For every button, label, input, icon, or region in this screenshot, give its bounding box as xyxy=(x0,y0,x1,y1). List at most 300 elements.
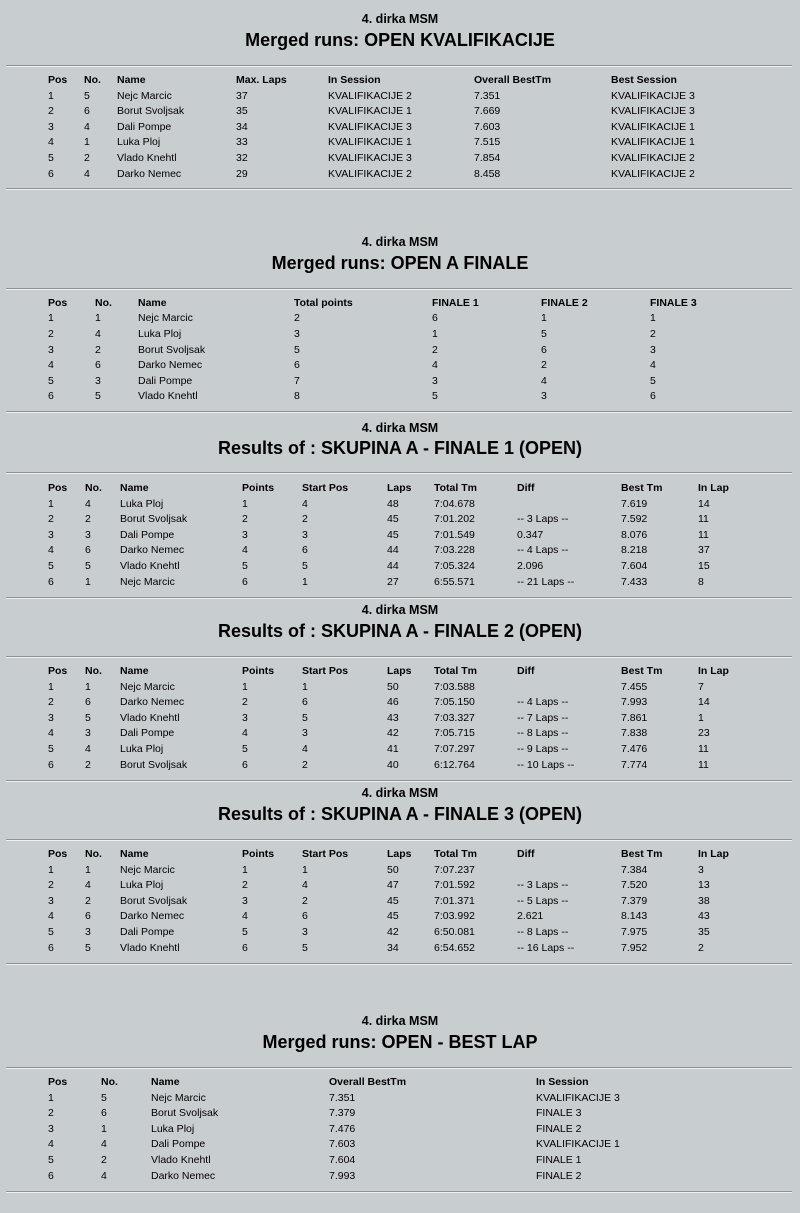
column-header: Laps xyxy=(387,482,412,494)
table-cell: 3 xyxy=(541,390,547,403)
table-cell: 7:05.715 xyxy=(434,727,475,740)
table-cell: Borut Svoljsak xyxy=(120,758,188,771)
section-title: Results of : SKUPINA A - FINALE 2 (OPEN) xyxy=(217,621,583,641)
column-header: Start Pos xyxy=(302,482,349,494)
table-row xyxy=(0,894,800,910)
column-header: Total Tm xyxy=(434,482,477,494)
table-cell: 3 xyxy=(85,727,91,740)
table-cell: 6 xyxy=(48,758,54,771)
table-cell: 3 xyxy=(302,926,308,938)
table-cell: 7.952 xyxy=(621,941,648,954)
table-cell: Luka Ploj xyxy=(117,136,161,149)
table-cell: 6 xyxy=(242,758,248,771)
table-cell: 2 xyxy=(242,696,248,709)
table-cell: 3 xyxy=(302,528,308,541)
table-cell: -- 9 Laps -- xyxy=(517,743,569,755)
column-header: Pos xyxy=(48,297,68,309)
table-cell: Nejc Marcic xyxy=(120,863,175,876)
table-cell: 5 xyxy=(48,926,54,938)
table-cell: 33 xyxy=(236,136,248,149)
table-cell: 6 xyxy=(101,1107,107,1120)
table-cell: 6 xyxy=(48,390,54,403)
table-cell: Vlado Knehtl xyxy=(151,1154,211,1166)
table-cell: Dali Pompe xyxy=(151,1138,206,1151)
column-header: Pos xyxy=(48,482,68,494)
table-cell: 45 xyxy=(387,894,399,907)
table-cell: 4 xyxy=(101,1138,107,1151)
table-cell: 7.476 xyxy=(329,1122,356,1135)
table-cell: 7.975 xyxy=(621,926,648,938)
table-cell: 6 xyxy=(432,312,438,325)
table-cell: 7:03.228 xyxy=(434,544,475,557)
table-row xyxy=(0,528,800,544)
table-cell: 13 xyxy=(698,879,710,892)
table-cell: 7.838 xyxy=(621,727,648,740)
column-header: Total Tm xyxy=(434,848,477,860)
divider xyxy=(6,411,792,413)
table-cell: KVALIFIKACIJE 2 xyxy=(328,167,412,180)
table-cell: 7:07.297 xyxy=(434,743,475,755)
table-cell: 2 xyxy=(650,328,656,340)
table-cell: 42 xyxy=(387,727,399,740)
column-header: Best Tm xyxy=(621,665,663,677)
table-cell: 6 xyxy=(294,359,300,372)
table-cell: 3 xyxy=(698,863,704,876)
table-header xyxy=(0,296,800,312)
table-row xyxy=(0,941,800,957)
table-row xyxy=(0,680,800,696)
table-cell: 7:01.549 xyxy=(434,528,475,541)
section-title: Merged runs: OPEN A FINALE xyxy=(271,253,529,273)
column-header: Points xyxy=(242,482,275,494)
table-cell: 7.379 xyxy=(329,1107,356,1120)
column-header: In Lap xyxy=(698,665,729,677)
table-cell: 15 xyxy=(698,560,710,572)
table-cell: Vlado Knehtl xyxy=(120,941,180,954)
table-row xyxy=(0,512,800,528)
table-cell: 2 xyxy=(48,328,54,340)
table-cell: 1 xyxy=(302,680,308,693)
table-cell: 38 xyxy=(698,894,710,907)
column-header: No. xyxy=(95,297,112,309)
table-cell: FINALE 1 xyxy=(536,1154,582,1166)
table-cell: Luka Ploj xyxy=(138,328,182,340)
table-cell: 6 xyxy=(302,544,308,557)
table-cell: 3 xyxy=(85,926,91,938)
table-cell: 1 xyxy=(85,863,91,876)
table-cell: 6 xyxy=(48,575,54,588)
event-title: 4. dirka MSM xyxy=(361,12,439,26)
table-cell: 8.076 xyxy=(621,528,648,541)
table-cell: Nejc Marcic xyxy=(120,575,175,588)
table-cell: 50 xyxy=(387,863,399,876)
table-cell: KVALIFIKACIJE 2 xyxy=(328,89,412,102)
table-cell: 35 xyxy=(236,105,248,118)
table-cell: 1 xyxy=(48,1091,54,1104)
table-cell: 5 xyxy=(302,711,308,724)
table-cell: 0.347 xyxy=(517,528,544,541)
table-cell: 7.854 xyxy=(474,152,501,164)
divider xyxy=(6,188,792,190)
divider xyxy=(6,963,792,965)
divider xyxy=(6,65,792,67)
table-cell: 48 xyxy=(387,497,399,510)
table-cell: 3 xyxy=(302,727,308,740)
table-cell: 3 xyxy=(48,894,54,907)
table-cell: 6:12.764 xyxy=(434,758,475,771)
table-cell: 29 xyxy=(236,167,248,180)
table-cell: 1 xyxy=(302,575,308,588)
table-cell: 1 xyxy=(48,680,54,693)
table-cell: 1 xyxy=(242,680,248,693)
table-cell: KVALIFIKACIJE 3 xyxy=(328,120,412,133)
column-header: Pos xyxy=(48,848,68,860)
table-cell: 27 xyxy=(387,575,399,588)
table-cell: 46 xyxy=(387,696,399,709)
table-cell: 1 xyxy=(85,680,91,693)
table-cell: 14 xyxy=(698,696,710,709)
table-cell: Dali Pompe xyxy=(117,120,172,133)
table-cell: Luka Ploj xyxy=(120,879,164,892)
column-header: Diff xyxy=(517,482,535,494)
event-title: 4. dirka MSM xyxy=(361,603,439,617)
table-cell: 6 xyxy=(85,544,91,557)
table-cell: 2 xyxy=(698,941,704,954)
table-cell: Borut Svoljsak xyxy=(138,343,206,356)
table-cell: FINALE 3 xyxy=(536,1107,582,1120)
column-header: Total points xyxy=(294,297,353,309)
table-cell: 4 xyxy=(85,879,91,892)
table-cell: 5 xyxy=(85,560,91,572)
table-cell: 4 xyxy=(242,544,248,557)
column-header: In Session xyxy=(328,74,381,86)
table-cell: 3 xyxy=(48,1122,54,1135)
table-cell: 45 xyxy=(387,910,399,923)
table-cell: 6 xyxy=(48,1169,54,1182)
table-cell: 1 xyxy=(541,312,547,325)
table-row xyxy=(0,695,800,711)
table-cell: 11 xyxy=(698,528,709,541)
column-header: Best Session xyxy=(611,74,677,86)
table-cell: Borut Svoljsak xyxy=(151,1107,219,1120)
table-row xyxy=(0,343,800,359)
column-header: No. xyxy=(84,74,101,86)
column-header: Laps xyxy=(387,848,412,860)
table-row xyxy=(0,1137,800,1153)
table-cell: 4 xyxy=(48,727,54,740)
section-title: Merged runs: OPEN KVALIFIKACIJE xyxy=(245,30,555,50)
table-cell: KVALIFIKACIJE 3 xyxy=(611,105,695,118)
table-cell: Vlado Knehtl xyxy=(120,560,180,572)
table-cell: 5 xyxy=(242,560,248,572)
table-cell: 4 xyxy=(541,374,547,387)
table-cell: 7.455 xyxy=(621,680,648,693)
table-cell: 41 xyxy=(387,743,399,755)
table-cell: 6 xyxy=(650,390,656,403)
table-cell: 3 xyxy=(48,343,54,356)
table-cell: -- 21 Laps -- xyxy=(517,575,575,588)
table-cell: 5 xyxy=(48,152,54,164)
column-header: Diff xyxy=(517,848,535,860)
table-cell: 4 xyxy=(48,136,54,149)
table-cell: 7:03.588 xyxy=(434,680,475,693)
table-row xyxy=(0,925,800,941)
table-cell: 1 xyxy=(85,575,91,588)
table-cell: 4 xyxy=(302,743,308,755)
table-cell: 5 xyxy=(302,941,308,954)
table-cell: -- 8 Laps -- xyxy=(517,926,569,938)
table-cell: 7:03.327 xyxy=(434,711,475,724)
table-cell: 3 xyxy=(242,894,248,907)
column-header: Laps xyxy=(387,665,412,677)
table-cell: 1 xyxy=(242,497,248,510)
table-cell: 2 xyxy=(95,343,101,356)
column-header: FINALE 1 xyxy=(432,297,479,309)
column-header: In Lap xyxy=(698,482,729,494)
table-cell: 2 xyxy=(302,513,308,526)
table-cell: 2 xyxy=(85,758,91,771)
table-cell: 2 xyxy=(48,696,54,709)
column-header: Overall BestTm xyxy=(474,74,552,86)
table-cell: 3 xyxy=(242,528,248,541)
table-cell: 5 xyxy=(541,328,547,340)
section-title: Results of : SKUPINA A - FINALE 3 (OPEN) xyxy=(217,804,583,824)
table-cell: 3 xyxy=(48,120,54,133)
table-row xyxy=(0,135,800,151)
table-cell: 43 xyxy=(698,910,710,923)
table-header xyxy=(0,664,800,680)
divider xyxy=(6,472,792,474)
column-header: Best Tm xyxy=(621,482,663,494)
column-header: Name xyxy=(151,1076,180,1088)
table-cell: Dali Pompe xyxy=(120,926,175,938)
table-cell: 7 xyxy=(294,374,300,387)
column-header: Overall BestTm xyxy=(329,1076,407,1088)
table-cell: 47 xyxy=(387,879,399,892)
table-cell: 2 xyxy=(85,894,91,907)
divider xyxy=(6,1067,792,1069)
table-cell: -- 10 Laps -- xyxy=(517,758,575,771)
table-cell: 3 xyxy=(85,528,91,541)
table-cell: 6 xyxy=(85,696,91,709)
table-cell: 4 xyxy=(48,359,54,372)
table-cell: 7:01.202 xyxy=(434,513,475,526)
table-row xyxy=(0,311,800,327)
table-cell: 7.619 xyxy=(621,497,648,510)
table-cell: 7 xyxy=(698,680,704,693)
table-cell: KVALIFIKACIJE 1 xyxy=(611,120,695,133)
table-cell: 42 xyxy=(387,926,399,938)
table-cell: -- 4 Laps -- xyxy=(517,544,569,557)
table-cell: 8.218 xyxy=(621,544,648,557)
table-cell: Nejc Marcic xyxy=(117,89,172,102)
table-cell: 1 xyxy=(48,89,54,102)
table-cell: 5 xyxy=(48,743,54,755)
column-header: FINALE 2 xyxy=(541,297,588,309)
column-header: Name xyxy=(120,482,149,494)
table-cell: 7.351 xyxy=(329,1091,356,1104)
table-cell: 8.458 xyxy=(474,167,501,180)
table-cell: 7:01.371 xyxy=(434,894,475,907)
table-cell: 4 xyxy=(242,910,248,923)
table-cell: 1 xyxy=(48,863,54,876)
table-row xyxy=(0,863,800,879)
table-cell: 2 xyxy=(541,359,547,372)
table-cell: Darko Nemec xyxy=(120,544,185,557)
table-row xyxy=(0,104,800,120)
table-header xyxy=(0,481,800,497)
table-cell: 40 xyxy=(387,758,399,771)
table-cell: 7:05.150 xyxy=(434,696,475,709)
table-cell: 1 xyxy=(48,312,54,325)
table-cell: Dali Pompe xyxy=(120,727,175,740)
divider xyxy=(6,597,792,599)
table-cell: 7.351 xyxy=(474,89,501,102)
table-cell: 43 xyxy=(387,711,399,724)
column-header: Pos xyxy=(48,665,68,677)
table-cell: 7.476 xyxy=(621,743,648,755)
table-cell: KVALIFIKACIJE 3 xyxy=(328,152,412,164)
column-header: Pos xyxy=(48,1076,68,1088)
table-row xyxy=(0,358,800,374)
table-cell: 7.861 xyxy=(621,711,648,724)
table-cell: 7:01.592 xyxy=(434,879,475,892)
table-row xyxy=(0,389,800,405)
table-cell: 6 xyxy=(95,359,101,372)
table-row xyxy=(0,374,800,390)
table-row xyxy=(0,742,800,758)
table-cell: 2 xyxy=(48,105,54,118)
table-cell: 5 xyxy=(48,374,54,387)
table-row xyxy=(0,1153,800,1169)
column-header: In Session xyxy=(536,1076,589,1088)
table-row xyxy=(0,1122,800,1138)
table-row xyxy=(0,151,800,167)
column-header: Best Tm xyxy=(621,848,663,860)
table-cell: KVALIFIKACIJE 3 xyxy=(536,1091,620,1104)
table-row xyxy=(0,575,800,591)
table-cell: FINALE 2 xyxy=(536,1169,582,1182)
event-title: 4. dirka MSM xyxy=(361,1014,439,1028)
table-cell: 5 xyxy=(242,743,248,755)
table-cell: FINALE 2 xyxy=(536,1122,582,1135)
table-cell: 7.592 xyxy=(621,513,648,526)
table-cell: 7.604 xyxy=(329,1154,356,1166)
table-cell: 5 xyxy=(48,1154,54,1166)
table-cell: 4 xyxy=(95,328,101,340)
table-cell: 6 xyxy=(84,105,90,118)
column-header: No. xyxy=(85,665,102,677)
table-cell: 4 xyxy=(650,359,656,372)
table-cell: 6 xyxy=(302,910,308,923)
column-header: In Lap xyxy=(698,848,729,860)
column-header: Pos xyxy=(48,74,68,86)
divider xyxy=(6,656,792,658)
table-cell: 44 xyxy=(387,544,399,557)
table-cell: 3 xyxy=(95,374,101,387)
table-cell: 7.384 xyxy=(621,863,648,876)
table-row xyxy=(0,878,800,894)
table-cell: 4 xyxy=(302,497,308,510)
table-cell: 3 xyxy=(242,711,248,724)
table-cell: 4 xyxy=(84,120,90,133)
table-row xyxy=(0,327,800,343)
column-header: FINALE 3 xyxy=(650,297,697,309)
divider xyxy=(6,780,792,782)
table-cell: 7:05.324 xyxy=(434,560,475,572)
table-cell: Darko Nemec xyxy=(120,696,185,709)
table-cell: 3 xyxy=(48,528,54,541)
table-cell: 2 xyxy=(48,513,54,526)
table-cell: Vlado Knehtl xyxy=(120,711,180,724)
table-cell: 6 xyxy=(302,696,308,709)
table-row xyxy=(0,89,800,105)
event-title: 4. dirka MSM xyxy=(361,421,439,435)
table-cell: Borut Svoljsak xyxy=(117,105,185,118)
table-cell: 1 xyxy=(48,497,54,510)
table-cell: -- 5 Laps -- xyxy=(517,894,569,907)
table-cell: 37 xyxy=(236,89,248,102)
table-cell: 7:07.237 xyxy=(434,863,475,876)
table-cell: 1 xyxy=(95,312,101,325)
table-cell: KVALIFIKACIJE 2 xyxy=(611,167,695,180)
table-cell: 7.603 xyxy=(329,1138,356,1151)
table-cell: 7.379 xyxy=(621,894,648,907)
table-cell: 7.669 xyxy=(474,105,501,118)
table-cell: 32 xyxy=(236,152,248,164)
table-cell: 8 xyxy=(294,390,300,403)
section-title: Results of : SKUPINA A - FINALE 1 (OPEN) xyxy=(217,438,583,458)
table-cell: 5 xyxy=(48,560,54,572)
table-cell: 5 xyxy=(84,89,90,102)
column-header: No. xyxy=(85,482,102,494)
table-cell: 6:55.571 xyxy=(434,575,475,588)
column-header: Start Pos xyxy=(302,848,349,860)
table-cell: KVALIFIKACIJE 2 xyxy=(611,152,695,164)
table-cell: 2 xyxy=(302,758,308,771)
event-title: 4. dirka MSM xyxy=(361,786,439,800)
table-cell: 50 xyxy=(387,680,399,693)
column-header: No. xyxy=(85,848,102,860)
table-cell: -- 8 Laps -- xyxy=(517,727,569,740)
table-cell: KVALIFIKACIJE 1 xyxy=(611,136,695,149)
table-cell: 7.520 xyxy=(621,879,648,892)
table-cell: 5 xyxy=(294,343,300,356)
table-cell: 7.515 xyxy=(474,136,501,149)
table-cell: 11 xyxy=(698,758,709,771)
table-cell: 4 xyxy=(48,544,54,557)
column-header: Total Tm xyxy=(434,665,477,677)
table-cell: 7.604 xyxy=(621,560,648,572)
table-cell: 45 xyxy=(387,528,399,541)
table-cell: Vlado Knehtl xyxy=(117,152,177,164)
table-cell: 6 xyxy=(85,910,91,923)
table-cell: Darko Nemec xyxy=(138,359,203,372)
table-cell: 7.993 xyxy=(329,1169,356,1182)
table-cell: 6 xyxy=(242,941,248,954)
table-cell: KVALIFIKACIJE 1 xyxy=(328,136,412,149)
table-cell: 5 xyxy=(242,926,248,938)
table-cell: -- 7 Laps -- xyxy=(517,711,569,724)
table-cell: 8 xyxy=(698,575,704,588)
column-header: Diff xyxy=(517,665,535,677)
column-header: Name xyxy=(120,848,149,860)
table-cell: 7.993 xyxy=(621,696,648,709)
table-cell: Luka Ploj xyxy=(120,743,164,755)
table-cell: 11 xyxy=(698,743,709,755)
table-cell: 1 xyxy=(698,711,704,724)
column-header: Points xyxy=(242,848,275,860)
